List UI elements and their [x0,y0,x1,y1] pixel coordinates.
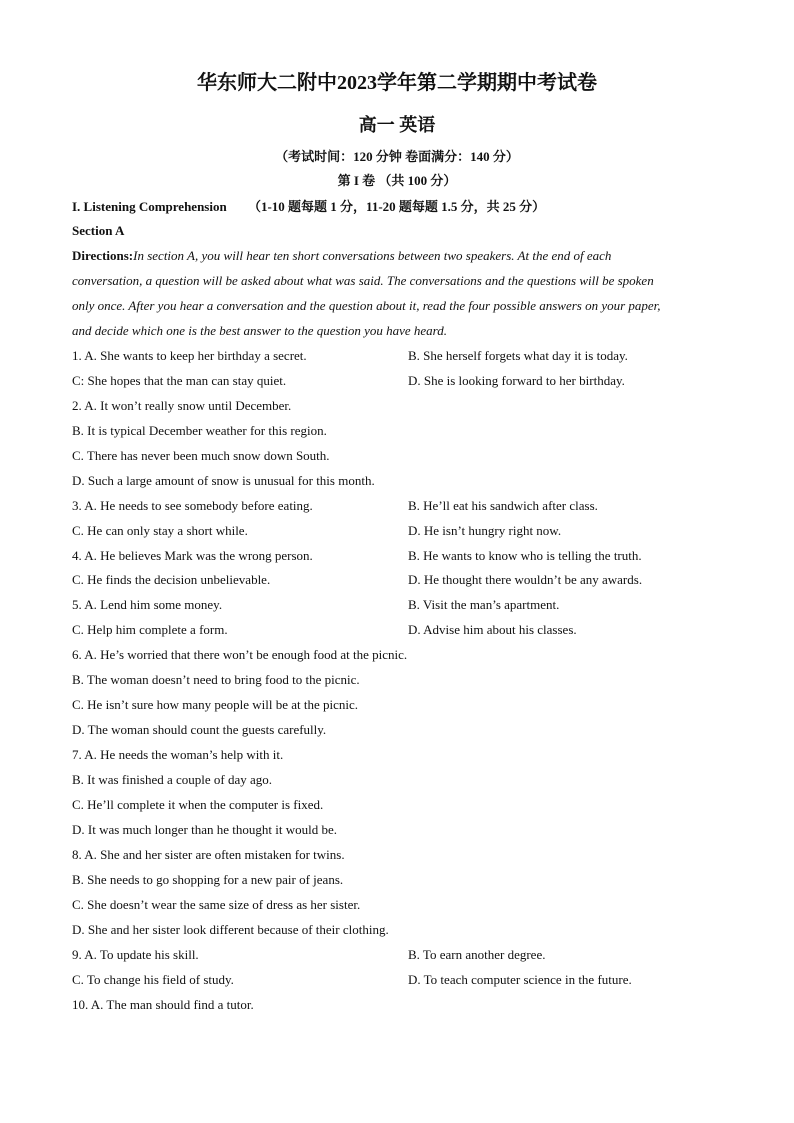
exam-title: 华东师大二附中2023学年第二学期期中考试卷 [197,72,597,94]
q6-option-c: C. He isn’t sure how many people will be at the picnic. [72,697,359,712]
directions-text: In section A, you will hear ten short conversations between two speakers. At the end of each [133,248,612,263]
q5-option-a: 5. A. Lend him some money. [72,597,223,612]
directions-label: Directions: [72,248,134,263]
section-scoring: （1-10 题每题 1 分，11-20 题每题 1.5 分，共 25 分） [247,199,546,214]
subsection-heading: Section A [72,223,125,238]
q4-option-d: D. He thought there wouldn’t be any awards. [408,572,643,587]
q5-option-c: C. Help him complete a form. [72,622,228,637]
q8-option-d: D. She and her sister look different because of their clothing. [72,922,389,937]
q5-option-d: D. Advise him about his classes. [408,622,577,637]
q1-option-a: 1. A. She wants to keep her birthday a secret. [72,348,307,363]
directions-line: and decide which one is the best answer to the question you have heard. [72,323,448,338]
q7-option-c: C. He’ll complete it when the computer is fixed. [72,797,324,812]
directions-line: conversation, a question will be asked about what was said. The conversations and the questions will be spoken [72,273,654,288]
q1-option-d: D. She is looking forward to her birthday. [408,373,625,388]
section-title: I. Listening Comprehension [72,199,227,214]
q7-option-d: D. It was much longer than he thought it would be. [72,822,338,837]
q8-option-c: C. She doesn’t wear the same size of dress as her sister. [72,897,361,912]
exam-info: （考试时间：120 分钟 卷面满分：140 分） [275,149,519,164]
q9-option-d: D. To teach computer science in the future. [408,972,632,987]
q3-option-d: D. He isn’t hungry right now. [408,523,562,538]
q9-option-a: 9. A. To update his skill. [72,947,199,962]
q6-option-a: 6. A. He’s worried that there won’t be enough food at the picnic. [72,647,408,662]
q4-option-c: C. He finds the decision unbelievable. [72,572,271,587]
exam-subtitle: 高一 英语 [358,115,436,135]
directions [72,247,611,265]
q6-option-d: D. The woman should count the guests carefully. [72,722,327,737]
q3-option-a: 3. A. He needs to see somebody before eating. [72,498,313,513]
q7-option-a: 7. A. He needs the woman’s help with it. [72,747,284,762]
part-heading: 第 I 卷 （共 100 分） [337,173,457,188]
q4-option-a: 4. A. He believes Mark was the wrong person. [72,548,313,563]
q5-option-b: B. Visit the man’s apartment. [408,597,560,612]
q1-option-b: B. She herself forgets what day it is today. [408,348,628,363]
q2-option-c: C. There has never been much snow down South. [72,448,330,463]
q8-option-b: B. She needs to go shopping for a new pair of jeans. [72,872,344,887]
q2-option-d: D. Such a large amount of snow is unusual for this month. [72,473,375,488]
q8-option-a: 8. A. She and her sister are often mistaken for twins. [72,847,345,862]
directions-line: only once. After you hear a conversation and the question about it, read the four possible answers on your paper, [72,298,661,313]
q9-option-b: B. To earn another degree. [408,947,546,962]
q3-option-b: B. He’ll eat his sandwich after class. [408,498,598,513]
q1-option-c: C: She hopes that the man can stay quiet. [72,373,287,388]
q4-option-b: B. He wants to know who is telling the truth. [408,548,642,563]
q2-option-a: 2. A. It won’t really snow until December. [72,398,292,413]
section-heading [72,198,545,216]
q3-option-c: C. He can only stay a short while. [72,523,248,538]
q10-option-a: 10. A. The man should find a tutor. [72,997,254,1012]
q7-option-b: B. It was finished a couple of day ago. [72,772,273,787]
q6-option-b: B. The woman doesn’t need to bring food to the picnic. [72,672,360,687]
q9-option-c: C. To change his field of study. [72,972,234,987]
q2-option-b: B. It is typical December weather for this region. [72,423,327,438]
